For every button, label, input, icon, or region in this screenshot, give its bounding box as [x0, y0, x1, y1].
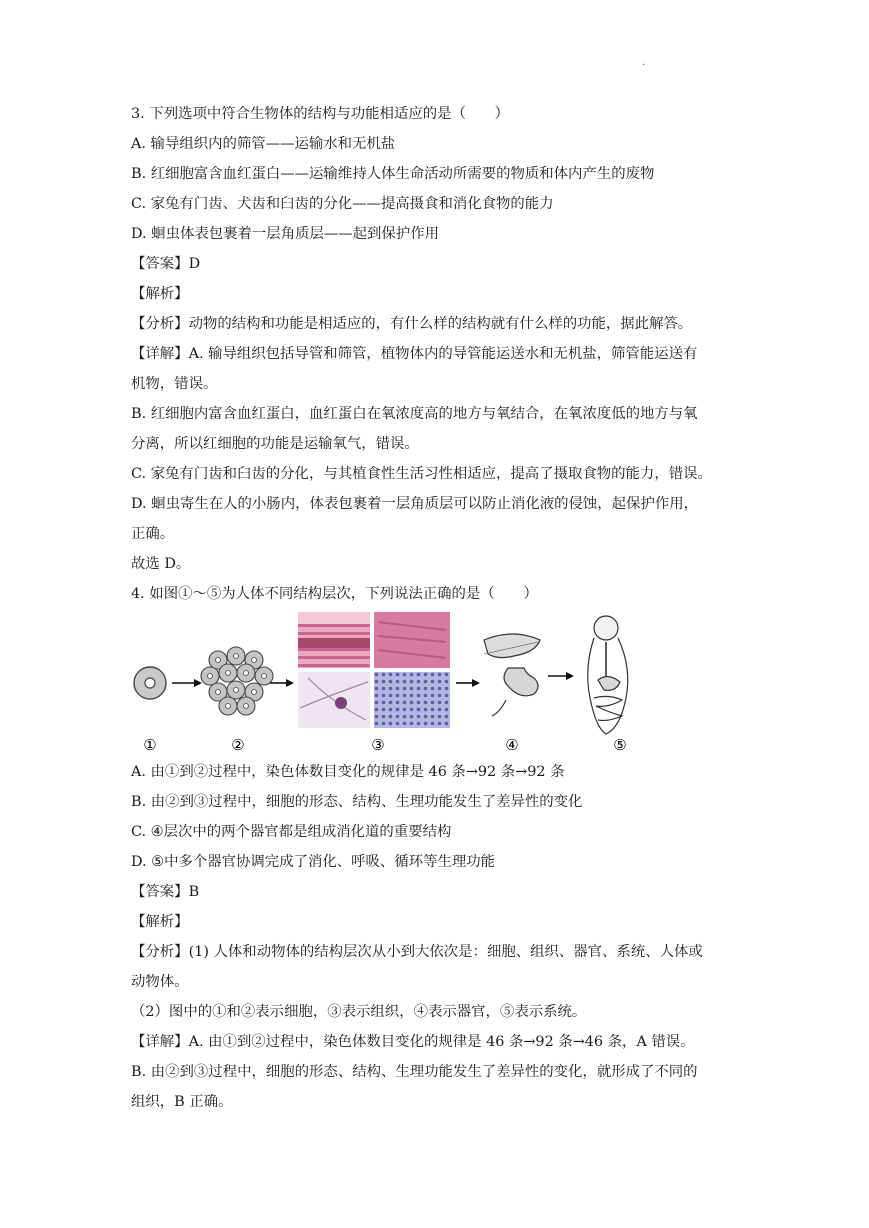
arrow-icon — [548, 672, 574, 680]
q3-option-d: D. 蛔虫体表包裹着一层角质层——起到保护作用 — [131, 226, 439, 242]
q3-option-c: C. 家兔有门齿、犬齿和臼齿的分化——提高摄食和消化食物的能力 — [131, 196, 554, 212]
q3-detail-line: B. 红细胞内富含血红蛋白，血红蛋白在氧浓度高的地方与氧结合，在氧浓度低的地方与氧 — [131, 406, 698, 422]
q3-detail-line: 机物，错误。 — [131, 376, 218, 392]
digestive-system-icon — [588, 616, 628, 734]
q3-conclusion: 故选 D。 — [131, 556, 191, 572]
figure-label-5: ⑤ — [613, 736, 627, 754]
q3-answer: 【答案】D — [131, 256, 201, 272]
single-cell-icon — [134, 667, 166, 699]
stomach-icon — [492, 668, 538, 716]
q4-analysis-line: （2）图中的①和②表示细胞，③表示组织，④表示器官，⑤表示系统。 — [131, 1004, 587, 1020]
q4-option-b: B. 由②到③过程中，细胞的形态、结构、生理功能发生了差异性的变化 — [131, 794, 583, 810]
q4-answer: 【答案】B — [131, 884, 200, 900]
figure-label-3: ③ — [371, 736, 385, 754]
arrow-icon — [172, 679, 202, 687]
q4-analysis-line: 【分析】(1) 人体和动物体的结构层次从小到大依次是：细胞、组织、器官、系统、人体或 — [131, 944, 703, 960]
q3-option-a: A. 输导组织内的筛管——运输水和无机盐 — [131, 136, 396, 152]
liver-icon — [484, 634, 540, 658]
q4-option-a: A. 由①到②过程中，染色体数目变化的规律是 46 条→92 条→92 条 — [131, 764, 565, 780]
q3-option-b: B. 红细胞富含血红蛋白——运输维持人体生命活动所需要的物质和体内产生的废物 — [131, 166, 655, 182]
arrow-icon — [270, 679, 294, 687]
structure-levels-figure — [128, 608, 668, 758]
q4-stem: 4. 如图①～⑤为人体不同结构层次，下列说法正确的是（ ） — [131, 586, 538, 602]
tissue-micrographs — [298, 612, 450, 728]
q3-detail-line: 分离，所以红细胞的功能是运输氧气，错误。 — [131, 436, 419, 452]
figure-label-2: ② — [231, 736, 245, 754]
figure-label-4: ④ — [505, 736, 519, 754]
header-mark: . — [642, 57, 646, 68]
q3-detail-line: 正确。 — [131, 526, 175, 542]
figure-label-1: ① — [143, 736, 157, 754]
q4-option-c: C. ④层次中的两个器官都是组成消化道的重要结构 — [131, 824, 452, 840]
q3-detail-line: C. 家兔有门齿和臼齿的分化，与其植食性生活习性相适应，提高了摄取食物的能力，错误。 — [131, 466, 712, 482]
q4-detail-line: 【详解】A. 由①到②过程中，染色体数目变化的规律是 46 条→92 条→46 条，A 错误。 — [131, 1034, 695, 1050]
q4-detail-line: B. 由②到③过程中，细胞的形态、结构、生理功能发生了差异性的变化，就形成了不同的 — [131, 1064, 698, 1080]
q3-detail-line: D. 蛔虫寄生在人的小肠内，体表包裹着一层角质层可以防止消化液的侵蚀，起保护作用， — [131, 496, 699, 512]
q4-option-d: D. ⑤中多个器官协调完成了消化、呼吸、循环等生理功能 — [131, 854, 496, 870]
q3-detail-line: 【详解】A. 输导组织包括导管和筛管，植物体内的导管能运送水和无机盐，筛管能运送有 — [131, 346, 698, 362]
q4-analysis-line: 动物体。 — [131, 974, 189, 990]
arrow-icon — [456, 679, 480, 687]
q3-analysis: 【分析】动物的结构和功能是相适应的，有什么样的结构就有什么样的功能，据此解答。 — [131, 316, 693, 332]
q3-jiexi-heading: 【解析】 — [131, 286, 189, 302]
q3-stem: 3. 下列选项中符合生物体的结构与功能相适应的是（ ） — [131, 106, 510, 122]
q4-detail-line: 组织，B 正确。 — [131, 1094, 233, 1110]
q4-jiexi-heading: 【解析】 — [131, 914, 189, 930]
